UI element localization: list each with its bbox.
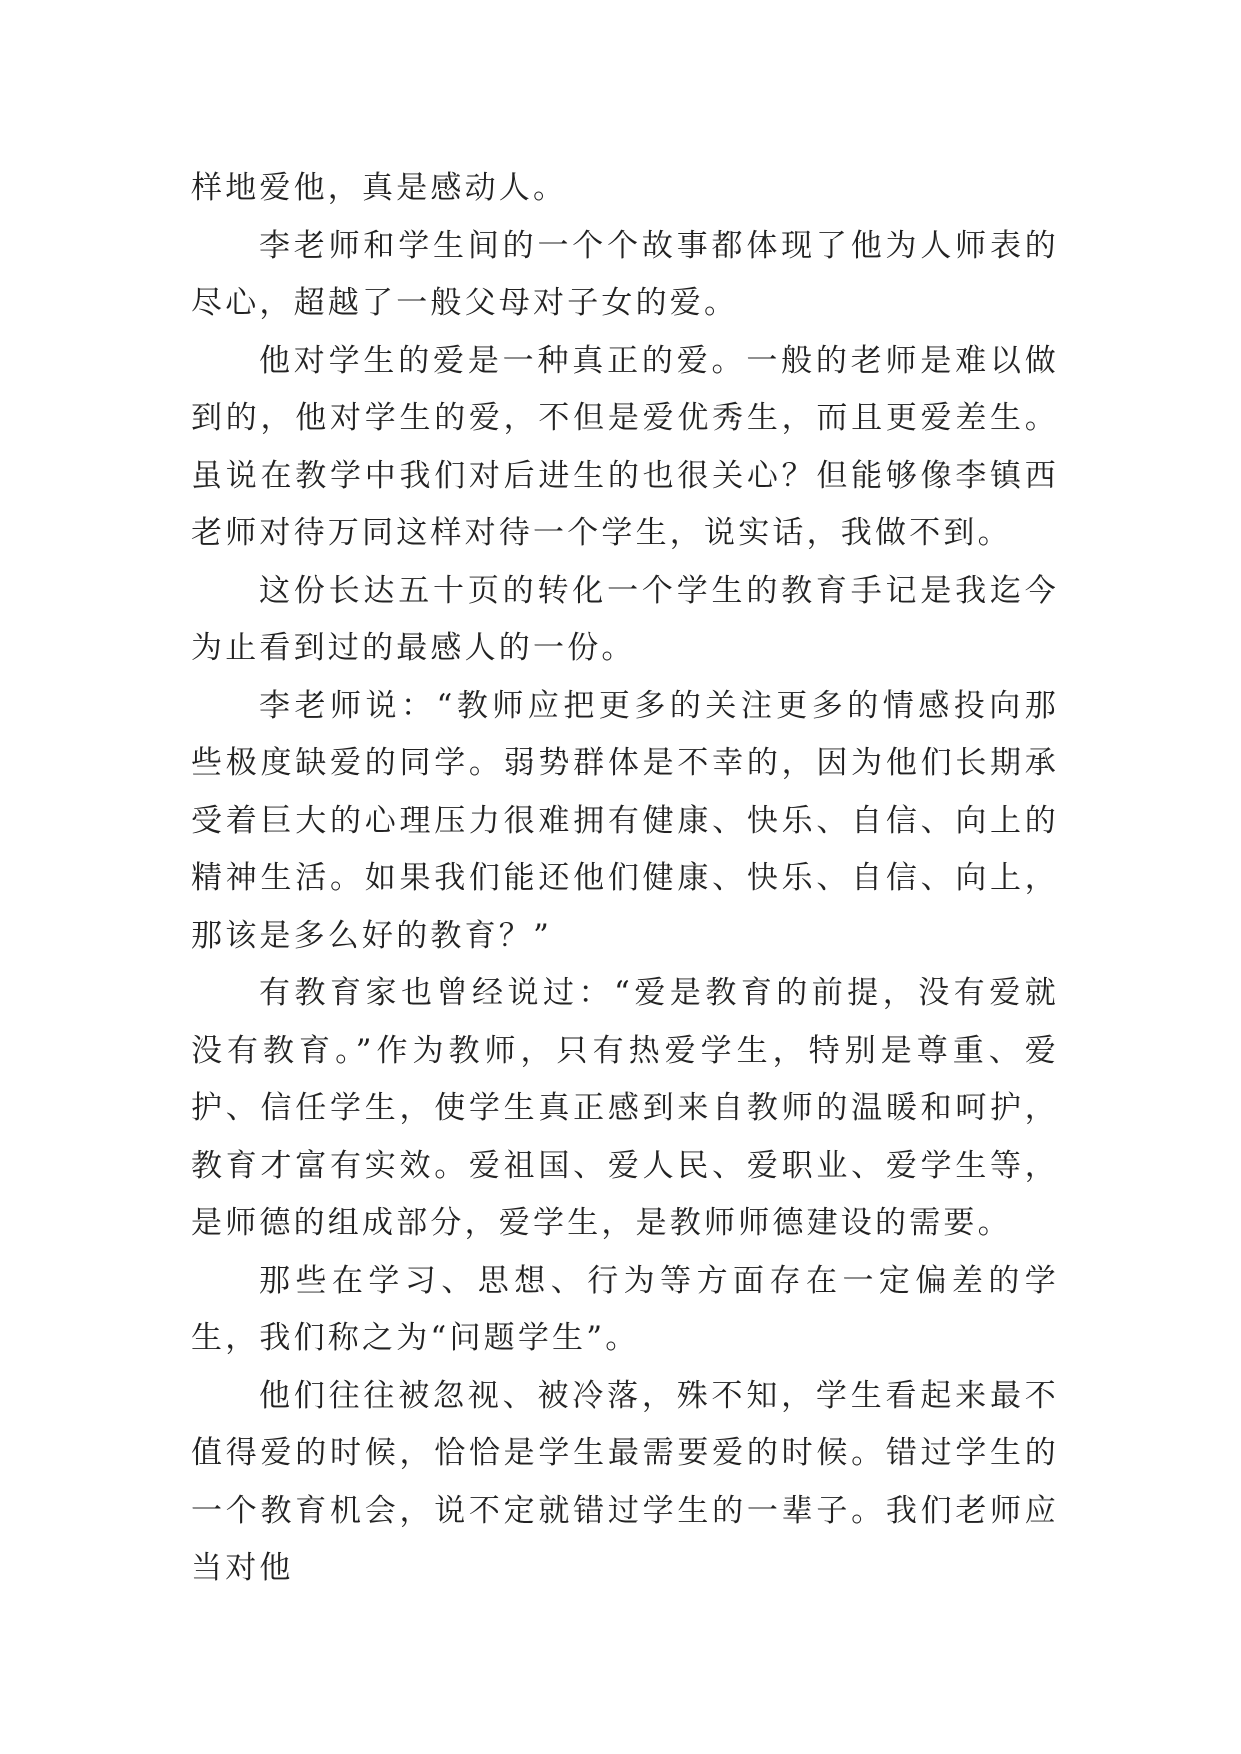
- paragraph: 他对学生的爱是一种真正的爱。一般的老师是难以做到的，他对学生的爱，不但是爱优秀生，而且更爱差生。虽说在教学中我们对后进生的也很关心？但能够像李镇西老师对待万同这样对待一个学生，说实话，我做不到。: [191, 342, 1059, 551]
- document-body: [191, 160, 1059, 1598]
- paragraph: 李老师说：“教师应把更多的关注更多的情感投向那些极度缺爱的同学。弱势群体是不幸的，因为他们长期承受着巨大的心理压力很难拥有健康、快乐、自信、向上的精神生活。如果我们能还他们健康、快乐、自信、向上，那该是多么好的教育？”: [191, 687, 1059, 954]
- paragraph: 这份长达五十页的转化一个学生的教育手记是我迄今为止看到过的最感人的一份。: [191, 572, 1059, 666]
- paragraph: 李老师和学生间的一个个故事都体现了他为人师表的尽心，超越了一般父母对子女的爱。: [191, 227, 1059, 321]
- paragraph-continuation: 样地爱他，真是感动人。: [191, 170, 568, 206]
- paragraph: 有教育家也曾经说过：“爱是教育的前提，没有爱就没有教育。”作为教师，只有热爱学生，特别是尊重、爱护、信任学生，使学生真正感到来自教师的温暖和呵护，教育才富有实效。爱祖国、爱人民、爱职业、爱学生等，是师德的组成部分，爱学生，是教师师德建设的需要。: [191, 975, 1059, 1241]
- paragraph: 他们往往被忽视、被冷落，殊不知，学生看起来最不值得爱的时候，恰恰是学生最需要爱的时候。错过学生的一个教育机会，说不定就错过学生的一辈子。我们老师应当对他: [191, 1377, 1059, 1586]
- paragraph: 那些在学习、思想、行为等方面存在一定偏差的学生，我们称之为“问题学生”。: [191, 1262, 1059, 1356]
